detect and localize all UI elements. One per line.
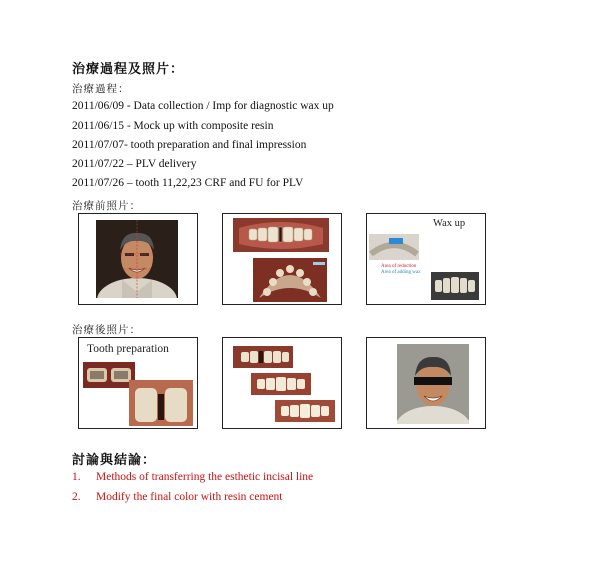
smile-photo: [233, 218, 329, 252]
treatment-step: 2011/07/26 – tooth 11,22,23 CRF and FU for PLV: [72, 177, 304, 189]
treatment-step: 2011/06/09 - Data collection / Imp for diagnostic wax up: [72, 100, 334, 112]
discussion-heading: 討論與結論：: [72, 453, 157, 468]
prep-photo-1: [83, 362, 135, 388]
treatment-process-label: 治療過程：: [72, 83, 130, 95]
pre-op-portrait-frame: [78, 213, 198, 305]
treatment-step: 2011/07/07- tooth preparation and final impression: [72, 139, 307, 151]
post-smile-photo-1: [233, 346, 293, 368]
conclusion-number: 1.: [72, 471, 81, 483]
wax-up-caption: Wax up: [433, 218, 466, 229]
pre-op-intraoral-frame: [222, 213, 342, 305]
post-smile-photo-3: [275, 400, 335, 422]
conclusion-text: Methods of transferring the esthetic incisal line: [96, 471, 314, 483]
post-portrait-photo: [397, 344, 469, 424]
portrait-photo: [96, 220, 178, 298]
wax-teeth-photo: [431, 272, 479, 300]
conclusion-text: Modify the final color with resin cement: [96, 491, 283, 503]
tooth-preparation-frame: [78, 337, 198, 429]
conclusion-number: 2.: [72, 491, 81, 503]
wax-up-legend-reduction: Area of reduction: [381, 264, 417, 269]
after-photos-label: 治療後照片：: [72, 324, 141, 336]
post-op-portrait-frame: [366, 337, 486, 429]
post-smile-photo-2: [251, 373, 311, 395]
treatment-step: 2011/06/15 - Mock up with composite resin: [72, 120, 274, 132]
prep-photo-2: [129, 380, 193, 426]
wax-up-legend-adding: Area of adding wax: [381, 270, 421, 275]
wax-up-frame: [366, 213, 486, 305]
conclusion-item: [72, 471, 313, 483]
treatment-step: 2011/07/22 – PLV delivery: [72, 158, 197, 170]
wax-model-photo: [369, 234, 419, 260]
conclusion-item: [72, 491, 283, 503]
post-op-intraoral-frame: [222, 337, 342, 429]
tooth-preparation-caption: Tooth preparation: [87, 343, 169, 355]
treatment-heading: 治療過程及照片：: [72, 62, 185, 77]
face-image: [96, 220, 178, 298]
occlusal-photo: [253, 258, 327, 302]
before-photos-label: 治療前照片：: [72, 200, 141, 212]
